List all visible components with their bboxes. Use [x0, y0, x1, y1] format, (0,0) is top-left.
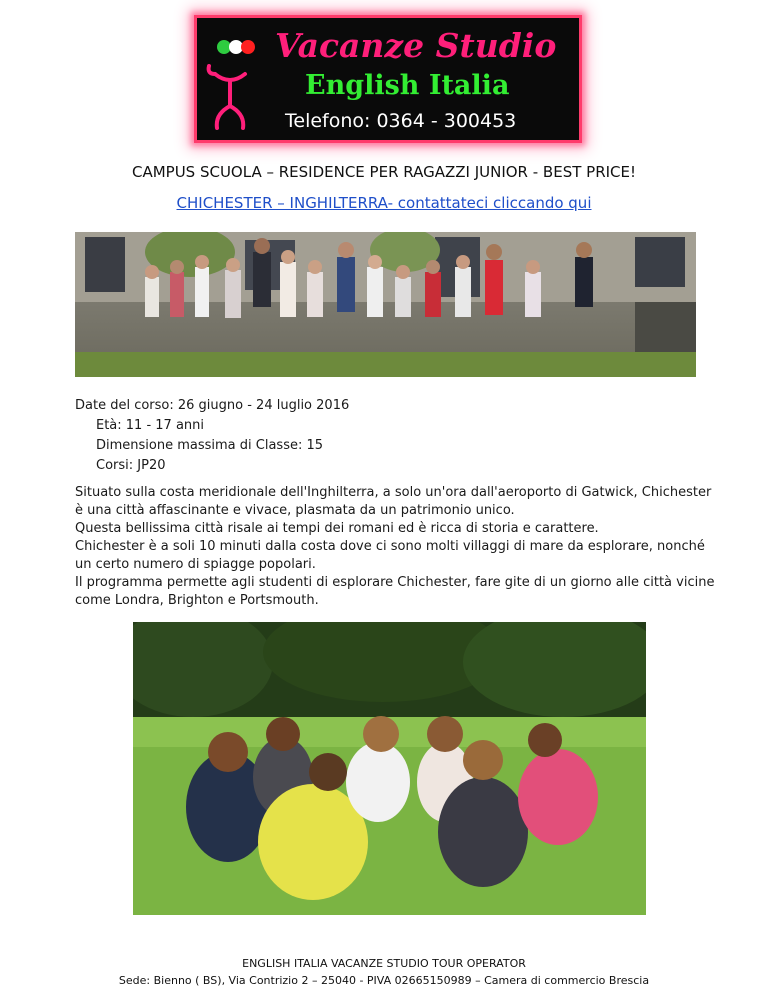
description-paragraph: Chichester è a soli 10 minuti dalla costa dove ci sono molti villaggi di mare da esplorare, nonché un certo numero di spiagge popolari. [75, 539, 705, 572]
course-type: Corsi: JP20 [96, 458, 166, 473]
contact-link[interactable]: CHICHESTER – INGHILTERRA- contattateci cliccando qui [176, 194, 592, 212]
footer-address: Sede: Bienno ( BS), Via Contrizio 2 – 25040 - PIVA 02665150989 – Camera di commercio Brescia [118, 974, 650, 987]
footer-company: ENGLISH ITALIA VACANZE STUDIO TOUR OPERATOR [242, 957, 526, 970]
logo-phone: Telefono: 0364 - 300453 [285, 110, 517, 132]
description-paragraph: Questa bellissima città risale ai tempi dei romani ed è ricca di storia e carattere. [75, 521, 599, 536]
description [75, 484, 715, 610]
logo-title: Vacanze Studio [275, 26, 557, 65]
course-dates: Date del corso: 26 giugno - 24 luglio 2016 [75, 398, 350, 413]
logo-banner [194, 15, 582, 143]
course-class-size: Dimensione massima di Classe: 15 [96, 438, 324, 453]
description-paragraph: Situato sulla costa meridionale dell'Inghilterra, a solo un'ora dall'aeroporto di Gatwick, Chichester è una città affascinante e vivace, plasmata da un patrimonio unico. [75, 485, 712, 518]
footer [0, 955, 768, 989]
course-age: Età: 11 - 17 anni [96, 418, 205, 433]
logo-subtitle: English Italia [305, 70, 510, 101]
course-details [75, 396, 349, 476]
page-headline: CAMPUS SCUOLA – RESIDENCE PER RAGAZZI JUNIOR - BEST PRICE! [131, 163, 637, 181]
description-paragraph: Il programma permette agli studenti di esplorare Chichester, fare gite di un giorno alle città vicine come Londra, Brighton e Portsmouth. [75, 575, 715, 608]
jumping-students-photo [75, 232, 696, 377]
stick-figure-icon [205, 54, 255, 134]
students-on-lawn-photo [133, 622, 646, 915]
